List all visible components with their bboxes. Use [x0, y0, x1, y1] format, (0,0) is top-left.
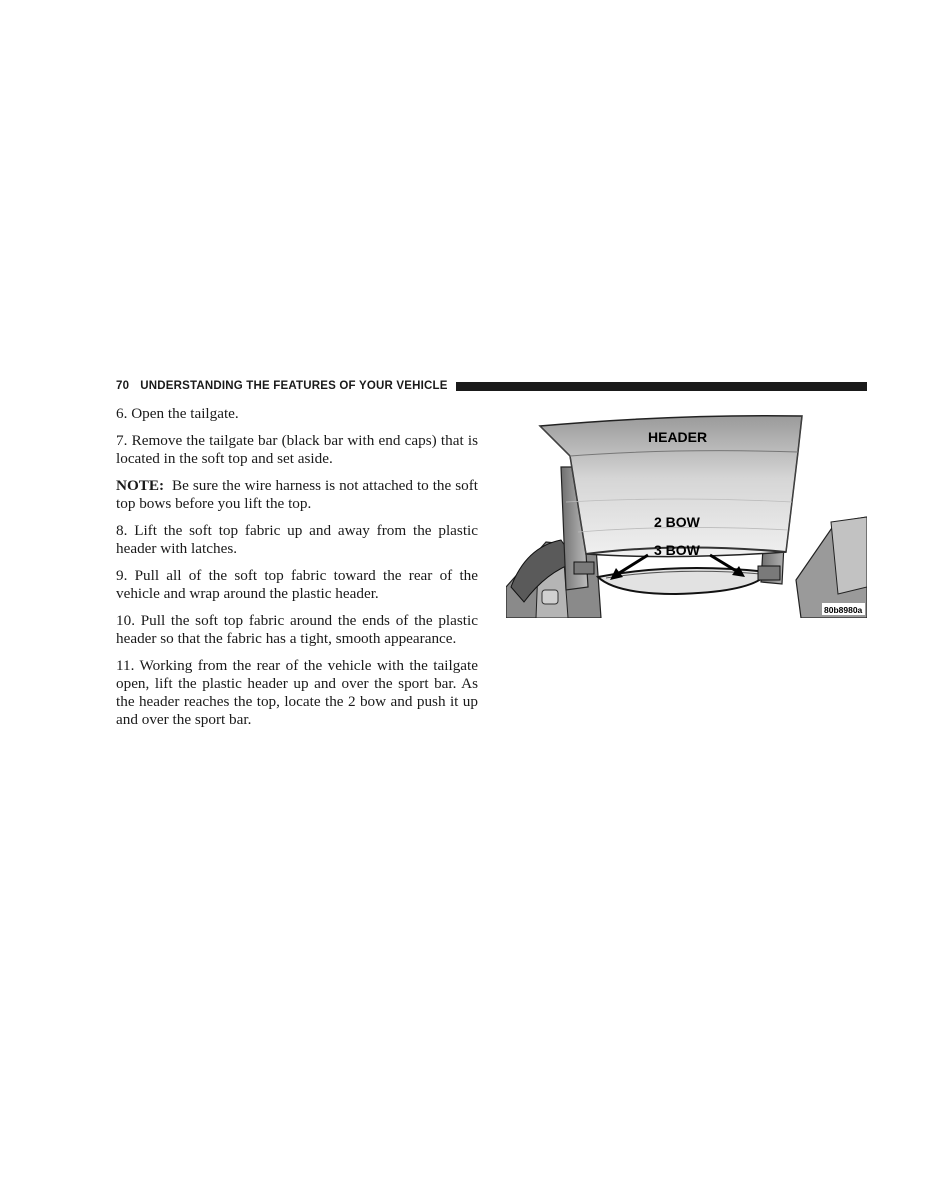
soft-top-illustration — [506, 412, 867, 618]
step-7: 7. Remove the tailgate bar (black bar with end caps) that is located in the soft top and set aside. — [116, 432, 478, 467]
step-10: 10. Pull the soft top fabric around the ends of the plastic header so that the fabric has a tight, smooth appearance. — [116, 612, 478, 647]
label-3-bow: 3 BOW — [654, 542, 700, 558]
label-header: HEADER — [648, 429, 708, 445]
note-text: Be sure the wire harness is not attached to the soft top bows before you lift the top. — [116, 477, 478, 512]
step-8: 8. Lift the soft top fabric up and away from the plastic header with latches. — [116, 522, 478, 557]
note — [116, 477, 478, 513]
section-title: UNDERSTANDING THE FEATURES OF YOUR VEHICLE — [140, 380, 448, 392]
note-label: NOTE: — [116, 477, 165, 494]
instruction-text — [116, 405, 478, 738]
page-number: 70 — [116, 380, 130, 392]
label-2-bow: 2 BOW — [654, 514, 700, 530]
step-6: 6. Open the tailgate. — [116, 405, 239, 422]
step-11: 11. Working from the rear of the vehicle with the tailgate open, lift the plastic header up and over the sport bar. As the header reaches the top, locate the 2 bow and push it up and over the sport bar. — [116, 657, 478, 728]
figure-code: 80b8980a — [824, 605, 863, 615]
step-9: 9. Pull all of the soft top fabric toward the rear of the vehicle and wrap around the plastic header. — [116, 567, 478, 602]
page-header — [116, 378, 867, 394]
header-rule — [456, 382, 867, 391]
